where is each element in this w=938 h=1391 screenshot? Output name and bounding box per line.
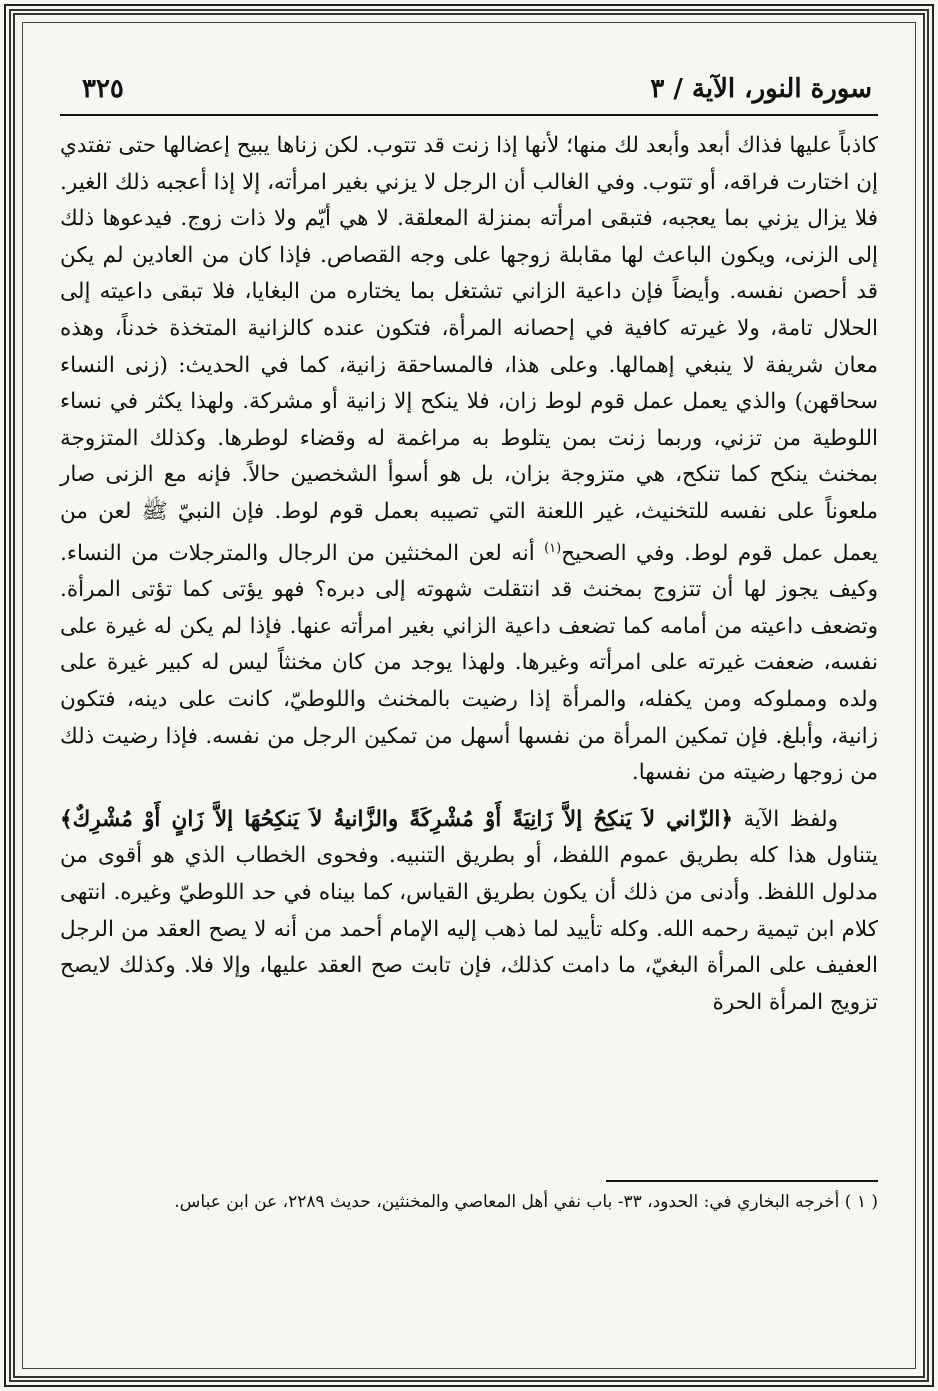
- quran-verse: ﴿الزّاني لاَ يَنكِحُ إلاَّ زَانِيَةً أَوْ مُشْرِكَةً والزَّانيةُ لاَ يَنكِحُهَا إلاَّ زَانٍ أَوْ مُشْرِكٌ﴾: [60, 806, 733, 832]
- page-number: ٣٢٥: [82, 74, 124, 104]
- main-text: [60, 128, 878, 1021]
- page-content: [60, 56, 878, 1346]
- paragraph-1-continued: أنه لعن المخنثين من الرجال والمترجلات من النساء. وكيف يجوز لها أن تتزوج بمخنث قد انتقلت شهوته إلى دبره؟ فهو يؤتى كما تؤتى المرأة. وتضعف داعيته من أمامه كما تضعف داعية الزاني بغير امرأته عنها. فإذا لم يكن له غيرة على نفسه، ضعفت غيرته على امرأته وغيرها. ولهذا يوجد من كان مخنثاً ليس له كبير غيرة على ولده ومملوكه ومن يكفله، والمرأة إذا رضيت بالمخنث واللوطيّ، كانت على دينه، فتكون زانية، وأبلغ. فإن تمكين المرأة من نفسها أسهل من تمكين الرجل من نفسه. فإذا رضيت ذلك من زوجها رضيته من نفسها.: [60, 540, 878, 786]
- paragraph-1: [60, 128, 878, 792]
- footnote-separator: [606, 1180, 878, 1182]
- paragraph-2-text: يتناول هذا كله بطريق عموم اللفظ، أو بطريق التنبيه. وفحوى الخطاب الذي هو أقوى من مدلول اللفظ. وأدنى من ذلك أن يكون بطريق القياس، كما بيناه في حد اللوطيّ وغيره. انتهى كلام ابن تيمية رحمه الله. وكله تأييد لما ذهب إليه الإمام أحمد من أنه لا يصح العقد من الرجل العفيف على المرأة البغيّ، ما دامت كذلك، فإن تابت صح العقد عليها، وإلا فلا. وكذلك لايصح تزويج المرأة الحرة: [60, 843, 878, 1015]
- paragraph-2: [60, 802, 878, 1022]
- footnote: ( ١ ) أخرجه البخاري في: الحدود، ٣٣- باب نفي أهل المعاصي والمخنثين، حديث ٢٢٨٩، عن ابن عباس.: [174, 1192, 878, 1212]
- footnote-marker: (١): [544, 540, 562, 556]
- paragraph-2-lead: ولفظ الآية: [733, 806, 838, 832]
- surah-title: سورة النور، الآية / ٣: [650, 74, 872, 104]
- running-header: [60, 56, 878, 116]
- paragraph-1-text: كاذباً عليها فذاك أبعد وأبعد لك منها؛ لأنها إذا زنت قد تتوب. لكن زناها يبيح إعضالها حتى تفتدي إن اختارت فراقه، أو تتوب. وفي الغالب أن الرجل لا يزني بغير امرأته، إلا إذا أعجبه ذلك الغير. فلا يزال يزني بما يعجبه، فتبقى امرأته بمنزلة المعلقة. لا هي أيّم ولا ذات زوج. فيدعوها ذلك إلى الزنى، ويكون الباعث لها مقابلة زوجها على وجه القصاص. فإذا كان من العادين لم يكن قد أحصن نفسه. وأيضاً فإن داعية الزاني تشتغل بما يختاره من البغايا، فلا تبقى داعيته إلى الحلال تامة، ولا غيرته كافية في إحصانه المرأة، فتكون عنده كالزانية المتخذة خدناً، وهذه معان شريفة لا ينبغي إهمالها. وعلى هذا، فالمساحقة زانية، كما في الحديث: (زنى النساء سحاقهن) والذي يعمل عمل قوم لوط زان، فلا ينكح إلا زانية أو مشركة. ولهذا يكثر في نساء اللوطية من تزني، وربما زنت بمن يتلوط به مراغمة له وقضاء لوطرها. وكذلك المتزوجة بمخنث ينكح كما تنكح، هي متزوجة بزان، بل هو أسوأ الشخصين حالاً. فإنه مع الزنى صار ملعوناً على نفسه للتخنيث، غير اللعنة التي تصيبه بعمل قوم لوط. فإن النبيّ ﷺ لعن من يعمل عمل قوم لوط. وفي الصحيح: [60, 133, 878, 566]
